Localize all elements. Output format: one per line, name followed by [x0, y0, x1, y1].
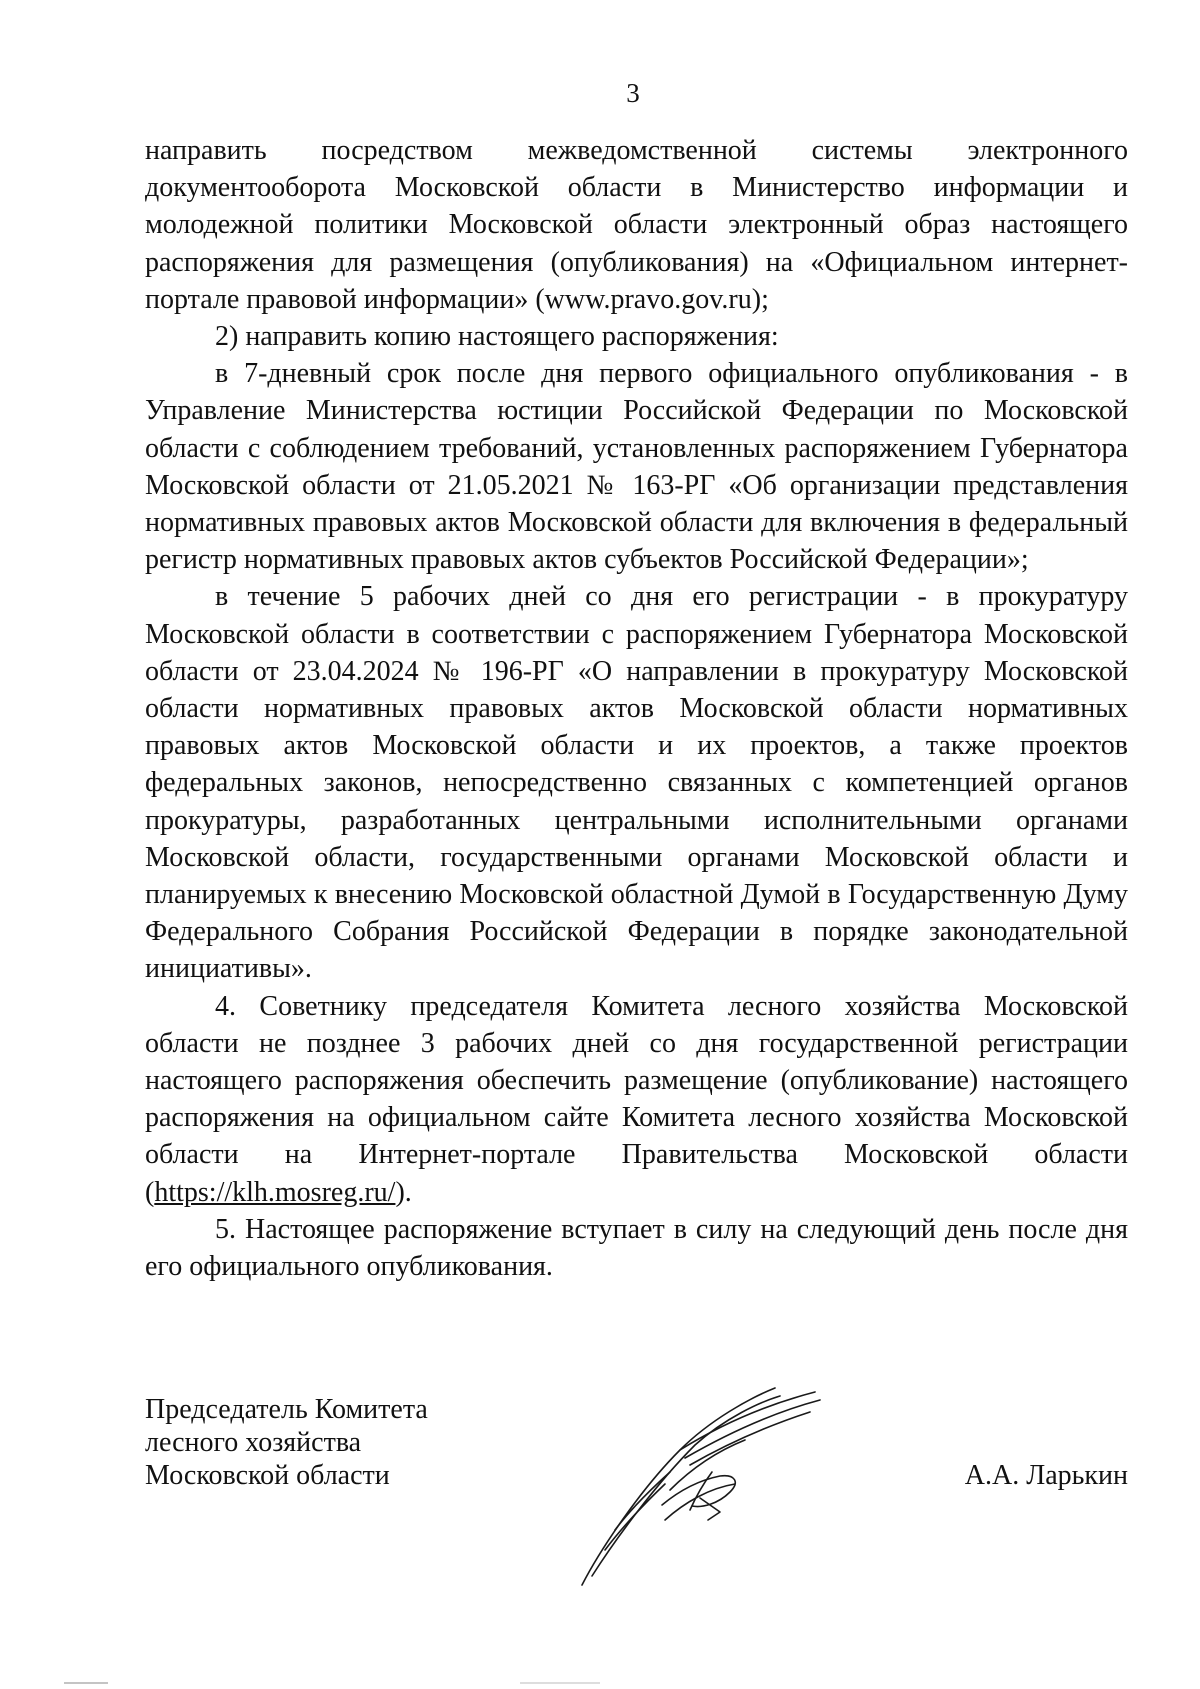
document-body [145, 132, 1128, 1285]
paragraph-item-4 [145, 988, 1128, 1211]
paragraph-item-2: 2) направить копию настоящего распоряжения: [215, 321, 779, 353]
position-line: Председатель Комитета [145, 1394, 428, 1425]
position-line: Московской области [145, 1460, 390, 1491]
scan-artifact [520, 1682, 600, 1684]
paragraph-continued: направить посредством межведомственной системы электронного документооборота Московской области в Министерство информации и молодежной политики Московской области электронный образ настоящего распоряжения для размещения (опубликования) на «Официальном интернет-портале правовой информации» (www.pravo.gov.ru); [145, 135, 1128, 315]
page-number: 3 [626, 78, 640, 108]
paragraph-5-day-term: в течение 5 рабочих дней со дня его регистрации - в прокуратуру Московской области в соответствии с распоряжением Губернатора Московской области от 23.04.2024 № 196-РГ «О направлении в прокуратуру Московской области нормативных правовых актов Московской области нормативных правовых актов Московской области и их проектов, а также проектов федеральных законов, непосредственно связанных с компетенцией органов прокуратуры, разработанных центральными исполнительными органами Московской области, государственными органами Московской области и планируемых к внесению Московской областной Думой в Государственную Думу Федерального Собрания Российской Федерации в порядке законодательной инициативы». [145, 581, 1128, 985]
item-4-text: 4. Советнику председателя Комитета лесного хозяйства Московской области не позднее 3 рабочих дней со дня государственной регистрации настоящего распоряжения обеспечить размещение (опубликование) настоящего распоряжения на официальном сайте Комитета лесного хозяйства Московской области на Интернет-портале Правительства Московской области ( [145, 990, 1128, 1208]
handwritten-signature [570, 1380, 860, 1595]
paragraph-item-5: 5. Настоящее распоряжение вступает в силу на следующий день после дня его официального опубликования. [145, 1213, 1128, 1283]
scan-artifact [64, 1682, 108, 1684]
paragraph-7-day-term: в 7-дневный срок после дня первого официального опубликования - в Управление Министерства юстиции Российской Федерации по Московской области с соблюдением требований, установленных распоряжением Губернатора Московской области от 21.05.2021 № 163-РГ «Об организации представления нормативных правовых актов Московской области для включения в федеральный регистр нормативных правовых актов субъектов Российской Федерации»; [145, 358, 1128, 576]
signatory-name: А.А. Ларькин [964, 1460, 1128, 1491]
website-link[interactable]: https://klh.mosreg.ru/ [154, 1176, 396, 1208]
signatory-position [145, 1393, 428, 1492]
item-4-text-end: ). [395, 1176, 412, 1208]
position-line: лесного хозяйства [145, 1427, 362, 1458]
